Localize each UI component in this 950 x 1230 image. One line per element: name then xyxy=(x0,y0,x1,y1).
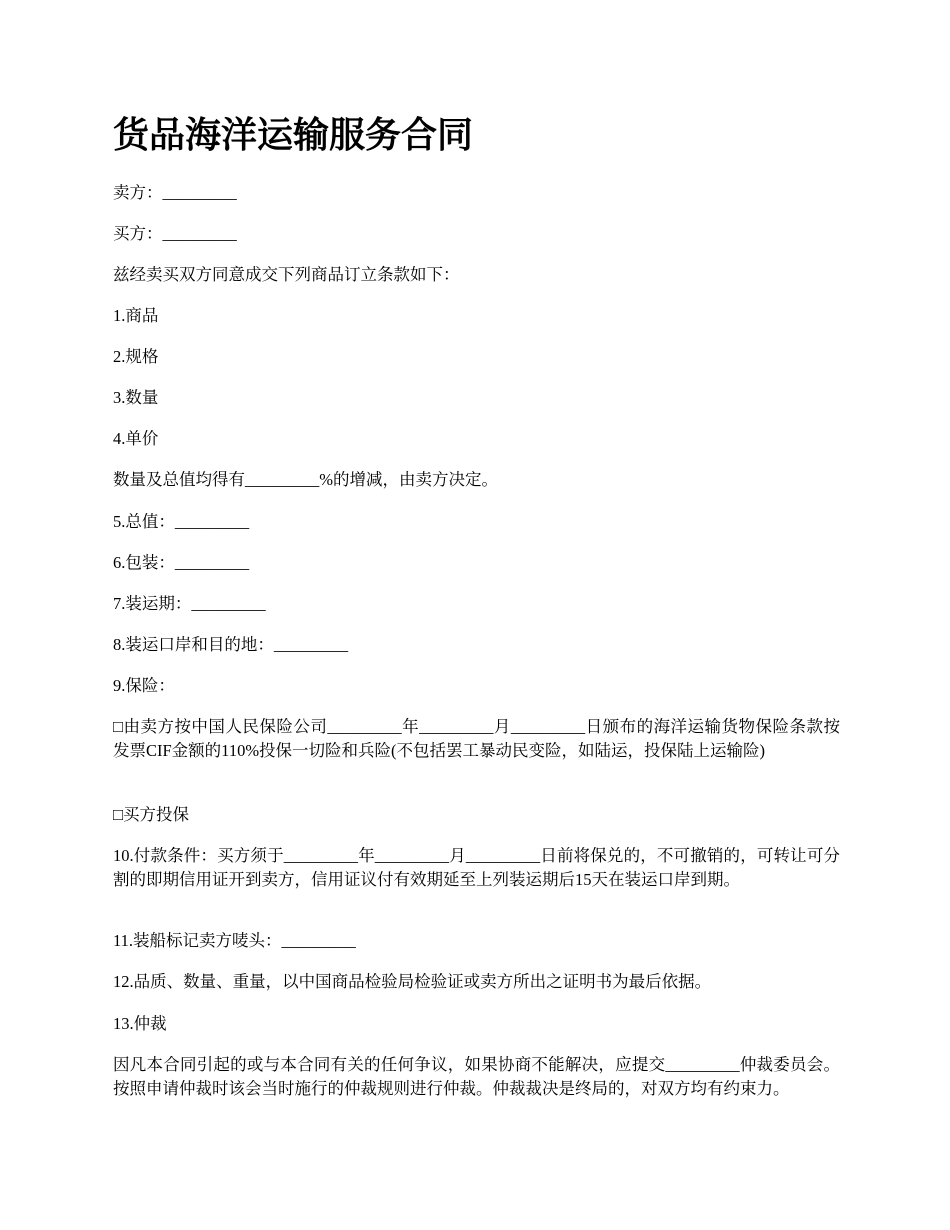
insurance-option-buyer: □买方投保 xyxy=(113,805,189,824)
clause-shipment-period: 7.装运期：_________ xyxy=(113,594,266,613)
quantity-tolerance-paragraph: 数量及总值均得有_________%的增减，由卖方决定。 xyxy=(113,470,498,489)
clause-packing: 6.包装：_________ xyxy=(113,553,250,572)
clause-payment-terms: 10.付款条件：买方须于_________年_________月_________日前将保兑的，不可撤销的，可转让可分割的即期信用证开到卖方，信用证议付有效期延至上列装运期后15天在装运口岸到期。 xyxy=(113,846,840,889)
clause-arbitration: 13.仲裁 xyxy=(113,1014,167,1033)
clause-quality-basis: 12.品质、数量、重量，以中国商品检验局检验证或卖方所出之证明书为最后依据。 xyxy=(113,972,712,991)
clause-unit-price: 4.单价 xyxy=(113,429,159,448)
insurance-option-seller: □由卖方按中国人民保险公司_________年_________月_________日颁布的海洋运输货物保险条款按发票CIF金额的110%投保一切险和兵险(不包括罢工暴动民变险，如陆运，投保陆上运输险) xyxy=(113,717,840,760)
document-title: 货品海洋运输服务合同 xyxy=(113,115,474,155)
intro-paragraph: 兹经卖买双方同意成交下列商品订立条款如下： xyxy=(113,265,460,284)
buyer-line: 买方：_________ xyxy=(113,224,237,243)
clause-specification: 2.规格 xyxy=(113,347,159,366)
clause-shipping-marks: 11.装船标记卖方唛头：_________ xyxy=(113,931,356,950)
clause-ports: 8.装运口岸和目的地：_________ xyxy=(113,635,349,654)
clause-total-value: 5.总值：_________ xyxy=(113,512,250,531)
arbitration-paragraph: 因凡本合同引起的或与本合同有关的任何争议，如果协商不能解决，应提交_________仲裁委员会。按照申请仲裁时该会当时施行的仲裁规则进行仲裁。仲裁裁决是终局的，对双方均有约束力。 xyxy=(113,1055,840,1098)
clause-commodity: 1.商品 xyxy=(113,306,159,325)
clause-insurance: 9.保险： xyxy=(113,676,175,695)
clause-quantity: 3.数量 xyxy=(113,388,159,407)
seller-line: 卖方：_________ xyxy=(113,183,237,202)
